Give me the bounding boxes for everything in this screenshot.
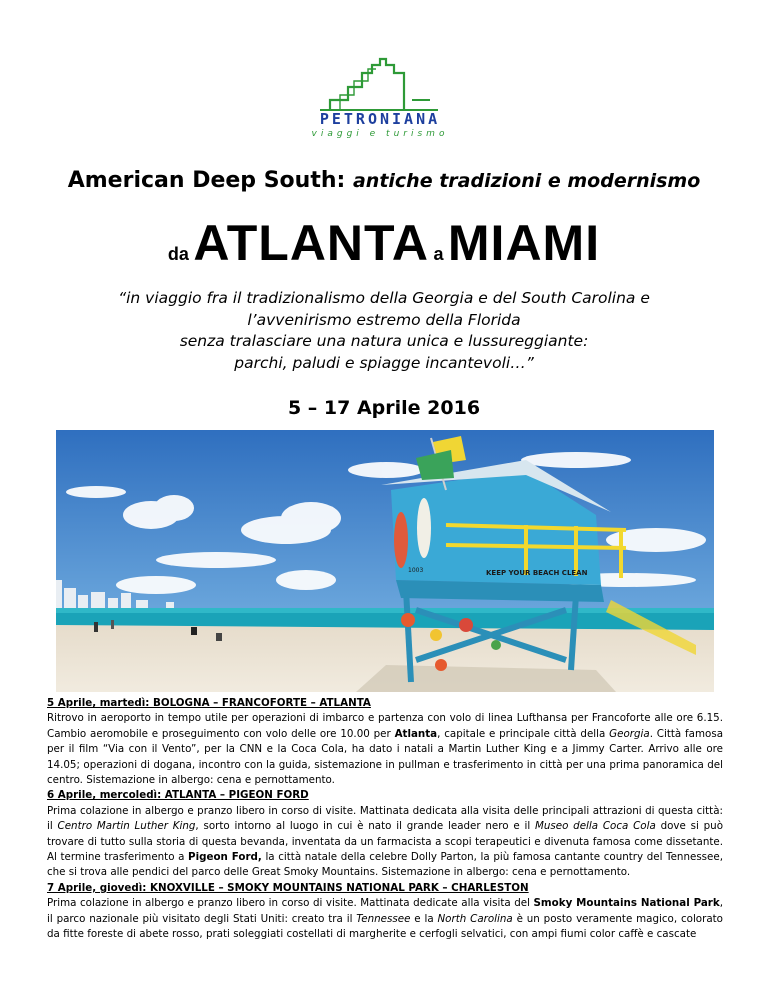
quote-line: l’avvenirismo estremo della Florida: [247, 310, 521, 329]
logo-tagline: viaggi e turismo: [311, 129, 449, 139]
tower-number: 1003: [408, 567, 424, 574]
trip-dates: 5 – 17 Aprile 2016: [287, 397, 481, 419]
destination-heading: [0, 214, 768, 272]
day-heading: 6 Aprile, mercoledì: ATLANTA – PIGEON FORD: [47, 789, 309, 802]
page-title: [0, 168, 768, 193]
logo-name: PETRONIANA: [319, 110, 441, 128]
from-city: ATLANTA: [193, 215, 429, 271]
miami-beach-photo: [56, 430, 714, 692]
title-separator: :: [336, 168, 353, 193]
quote-line: parchi, paludi e spiagge incantevoli…”: [234, 353, 534, 372]
to-prefix: a: [433, 244, 444, 264]
day-description: Prima colazione in albergo e pranzo libero in corso di visite. Mattinata dedicate alla visita del Smoky Mountains National Park, il parco nazionale più visitato degli Stati Uniti: creato tra il Tennessee e la North Carolina è un posto veramente magico, colorato da fitte foreste di abete rosso, prati soleggiati costellati di margherite e cerfogli selvatici, con ampi fiumi color caffè e cascate: [47, 897, 723, 941]
to-city: MIAMI: [447, 215, 601, 271]
tagline-quote: [0, 288, 768, 374]
quote-line: “in viaggio fra il tradizionalismo della Georgia e del South Carolina e: [118, 289, 650, 307]
day-heading: 7 Aprile, giovedì: KNOXVILLE – SMOKY MOUNTAINS NATIONAL PARK – CHARLESTON: [47, 881, 529, 894]
day-description: Prima colazione in albergo e pranzo libero in corso di visite. Mattinata dedicata alla visita delle principali attrazioni di questa città: il Centro Martin Luther King, sorto intorno al luogo in cui è nato il grande leader nero e il Museo della Coca Cola dove si può trovare di tutto sulla storia di questa bevanda, inventata da un farmacista a scopi terapeutici e divenuta famosa come dissetante. Al termine trasferimento a Pigeon Ford, la città natale della celebre Dolly Parton, la più famosa cantante country del Tennessee, che si trova alle pendici del parco delle Great Smoky Mountains. Sistemazione in albergo: cena e pernottamento.: [47, 804, 723, 879]
day-description: Ritrovo in aeroporto in tempo utile per operazioni di imbarco e partenza con volo di linea Lufthansa per Francoforte alle ore 6.15. Cambio aeromobile e proseguimento con volo delle ore 10.00 per Atlanta, capitale e principale città della Georgia. Città famosa per il film “Via con il Vento”, per la CNN e la Coca Cola, ha dato i natali a Martin Luther King e a Jimmy Carter. Arrivo alle ore 14.05; operazioni di dogana, incontro con la guida, sistemazione in pullman e trasferimento in città per una prima panoramica del centro. Sistemazione in albergo: cena e pernottamento.: [47, 712, 723, 787]
petroniana-logo: [310, 55, 455, 145]
lifeguard-tower-illustration: [56, 430, 714, 692]
tower-sign-text: KEEP YOUR BEACH CLEAN: [486, 569, 588, 577]
from-prefix: da: [167, 244, 189, 264]
building-outline-icon: [310, 55, 450, 113]
day-heading: 5 Aprile, martedì: BOLOGNA – FRANCOFORTE – ATLANTA: [47, 697, 371, 709]
title-subtitle: antiche tradizioni e modernismo: [352, 170, 701, 192]
quote-line: senza tralasciare una natura unica e lussureggiante:: [179, 332, 589, 350]
itinerary: [47, 696, 723, 943]
title-main: American Deep South: [67, 168, 337, 193]
